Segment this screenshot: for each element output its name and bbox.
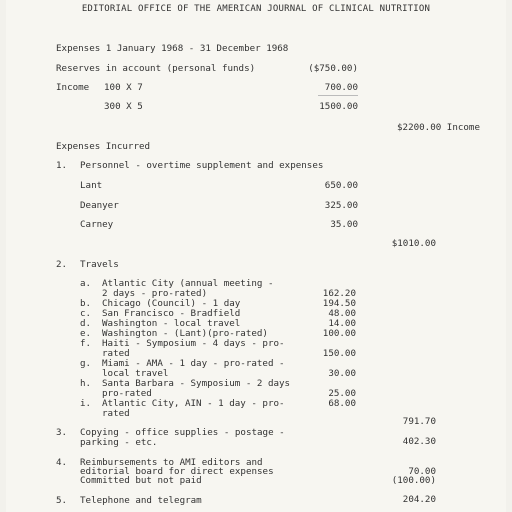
travel-item-desc: Washington - (Lant)(pro-rated): [102, 328, 268, 339]
travel-item-desc: Atlantic City, AIN - 1 day - pro-: [102, 398, 285, 409]
travel-item-letter: g.: [80, 358, 92, 369]
income-line-1-desc: 100 X 7: [104, 82, 143, 93]
section4-desc: Reimbursements to AMI editors and: [80, 457, 263, 468]
travel-item-letter: c.: [80, 308, 92, 319]
section2-title: Travels: [80, 259, 119, 270]
travel-item-desc: Atlantic City (annual meeting -: [102, 278, 274, 289]
travel-item-desc-cont: rated: [102, 348, 130, 359]
travel-item-amount: 25.00: [328, 388, 356, 399]
section5-total: 204.20: [402, 494, 436, 505]
travel-item-desc-cont: pro-rated: [102, 388, 152, 399]
personnel-amount: 35.00: [330, 219, 358, 230]
travel-item-desc-cont: local travel: [102, 368, 169, 379]
section4-committed-amount: (100.00): [391, 475, 436, 486]
travel-item-letter: i.: [80, 398, 92, 409]
travel-item-letter: f.: [80, 338, 92, 349]
reserves-label: Reserves in account (personal funds): [56, 63, 256, 74]
section5-title: Telephone and telegram: [80, 495, 202, 506]
section1-total: $1010.00: [391, 238, 436, 249]
travel-item-amount: 150.00: [322, 348, 356, 359]
travel-item-desc-cont: 2 days - pro-rated): [102, 288, 208, 299]
travel-item-amount: 14.00: [328, 318, 356, 329]
section2-number: 2.: [56, 259, 68, 270]
travel-item-desc: San Francisco - Bradfield: [102, 308, 241, 319]
travel-item-desc-cont: rated: [102, 408, 130, 419]
period-line: Expenses 1 January 1968 - 31 December 1968: [56, 43, 289, 54]
reserves-amount: ($750.00): [308, 63, 358, 74]
travel-item-letter: e.: [80, 328, 92, 339]
travel-item-amount: 68.00: [328, 398, 356, 409]
income-label: Income: [56, 82, 90, 93]
section3-desc-cont: parking - etc.: [80, 437, 158, 448]
personnel-name: Lant: [80, 180, 103, 191]
travel-item-desc: Miami - AMA - 1 day - pro-rated -: [102, 358, 285, 369]
travel-item-amount: 48.00: [328, 308, 356, 319]
personnel-amount: 325.00: [324, 200, 358, 211]
travel-item-desc: Santa Barbara - Symposium - 2 days: [102, 378, 291, 389]
personnel-name: Deanyer: [80, 200, 119, 211]
travel-item-amount: 100.00: [322, 328, 356, 339]
section4-desc-cont: editorial board for direct expenses: [80, 466, 274, 477]
section4-amount: 70.00: [408, 466, 436, 477]
section1-number: 1.: [56, 160, 68, 171]
travel-item-desc: Chicago (Council) - 1 day: [102, 298, 241, 309]
section3-total: 402.30: [402, 436, 436, 447]
income-line-2-amount: 1500.00: [319, 101, 358, 112]
section4-note: Committed but not paid: [80, 475, 202, 486]
section4-number: 4.: [56, 457, 68, 468]
personnel-name: Carney: [80, 219, 114, 230]
section3-desc: Copying - office supplies - postage -: [80, 427, 285, 438]
travel-item-letter: d.: [80, 318, 92, 329]
section2-total: 791.70: [402, 416, 436, 427]
travel-item-amount: 162.20: [322, 288, 356, 299]
section3-number: 3.: [56, 427, 68, 438]
section5-number: 5.: [56, 495, 68, 506]
travel-item-letter: h.: [80, 378, 92, 389]
income-line-1-amount: 700.00: [324, 82, 358, 93]
travel-item-amount: 30.00: [328, 368, 356, 379]
income-total: $2200.00 Income: [397, 122, 480, 133]
personnel-amount: 650.00: [324, 180, 358, 191]
income-line-2-desc: 300 X 5: [104, 101, 143, 112]
document-page: [6, 0, 506, 512]
expenses-heading: Expenses Incurred: [56, 141, 151, 152]
document-header: EDITORIAL OFFICE OF THE AMERICAN JOURNAL OF CLINICAL NUTRITION: [81, 4, 431, 14]
travel-item-letter: b.: [80, 298, 92, 309]
underline: [318, 95, 358, 96]
travel-item-desc: Washington - local travel: [102, 318, 241, 329]
travel-item-amount: 194.50: [322, 298, 356, 309]
section1-title: Personnel - overtime supplement and expenses: [80, 160, 324, 171]
travel-item-desc: Haiti - Symposium - 4 days - pro-: [102, 338, 285, 349]
travel-item-letter: a.: [80, 278, 92, 289]
